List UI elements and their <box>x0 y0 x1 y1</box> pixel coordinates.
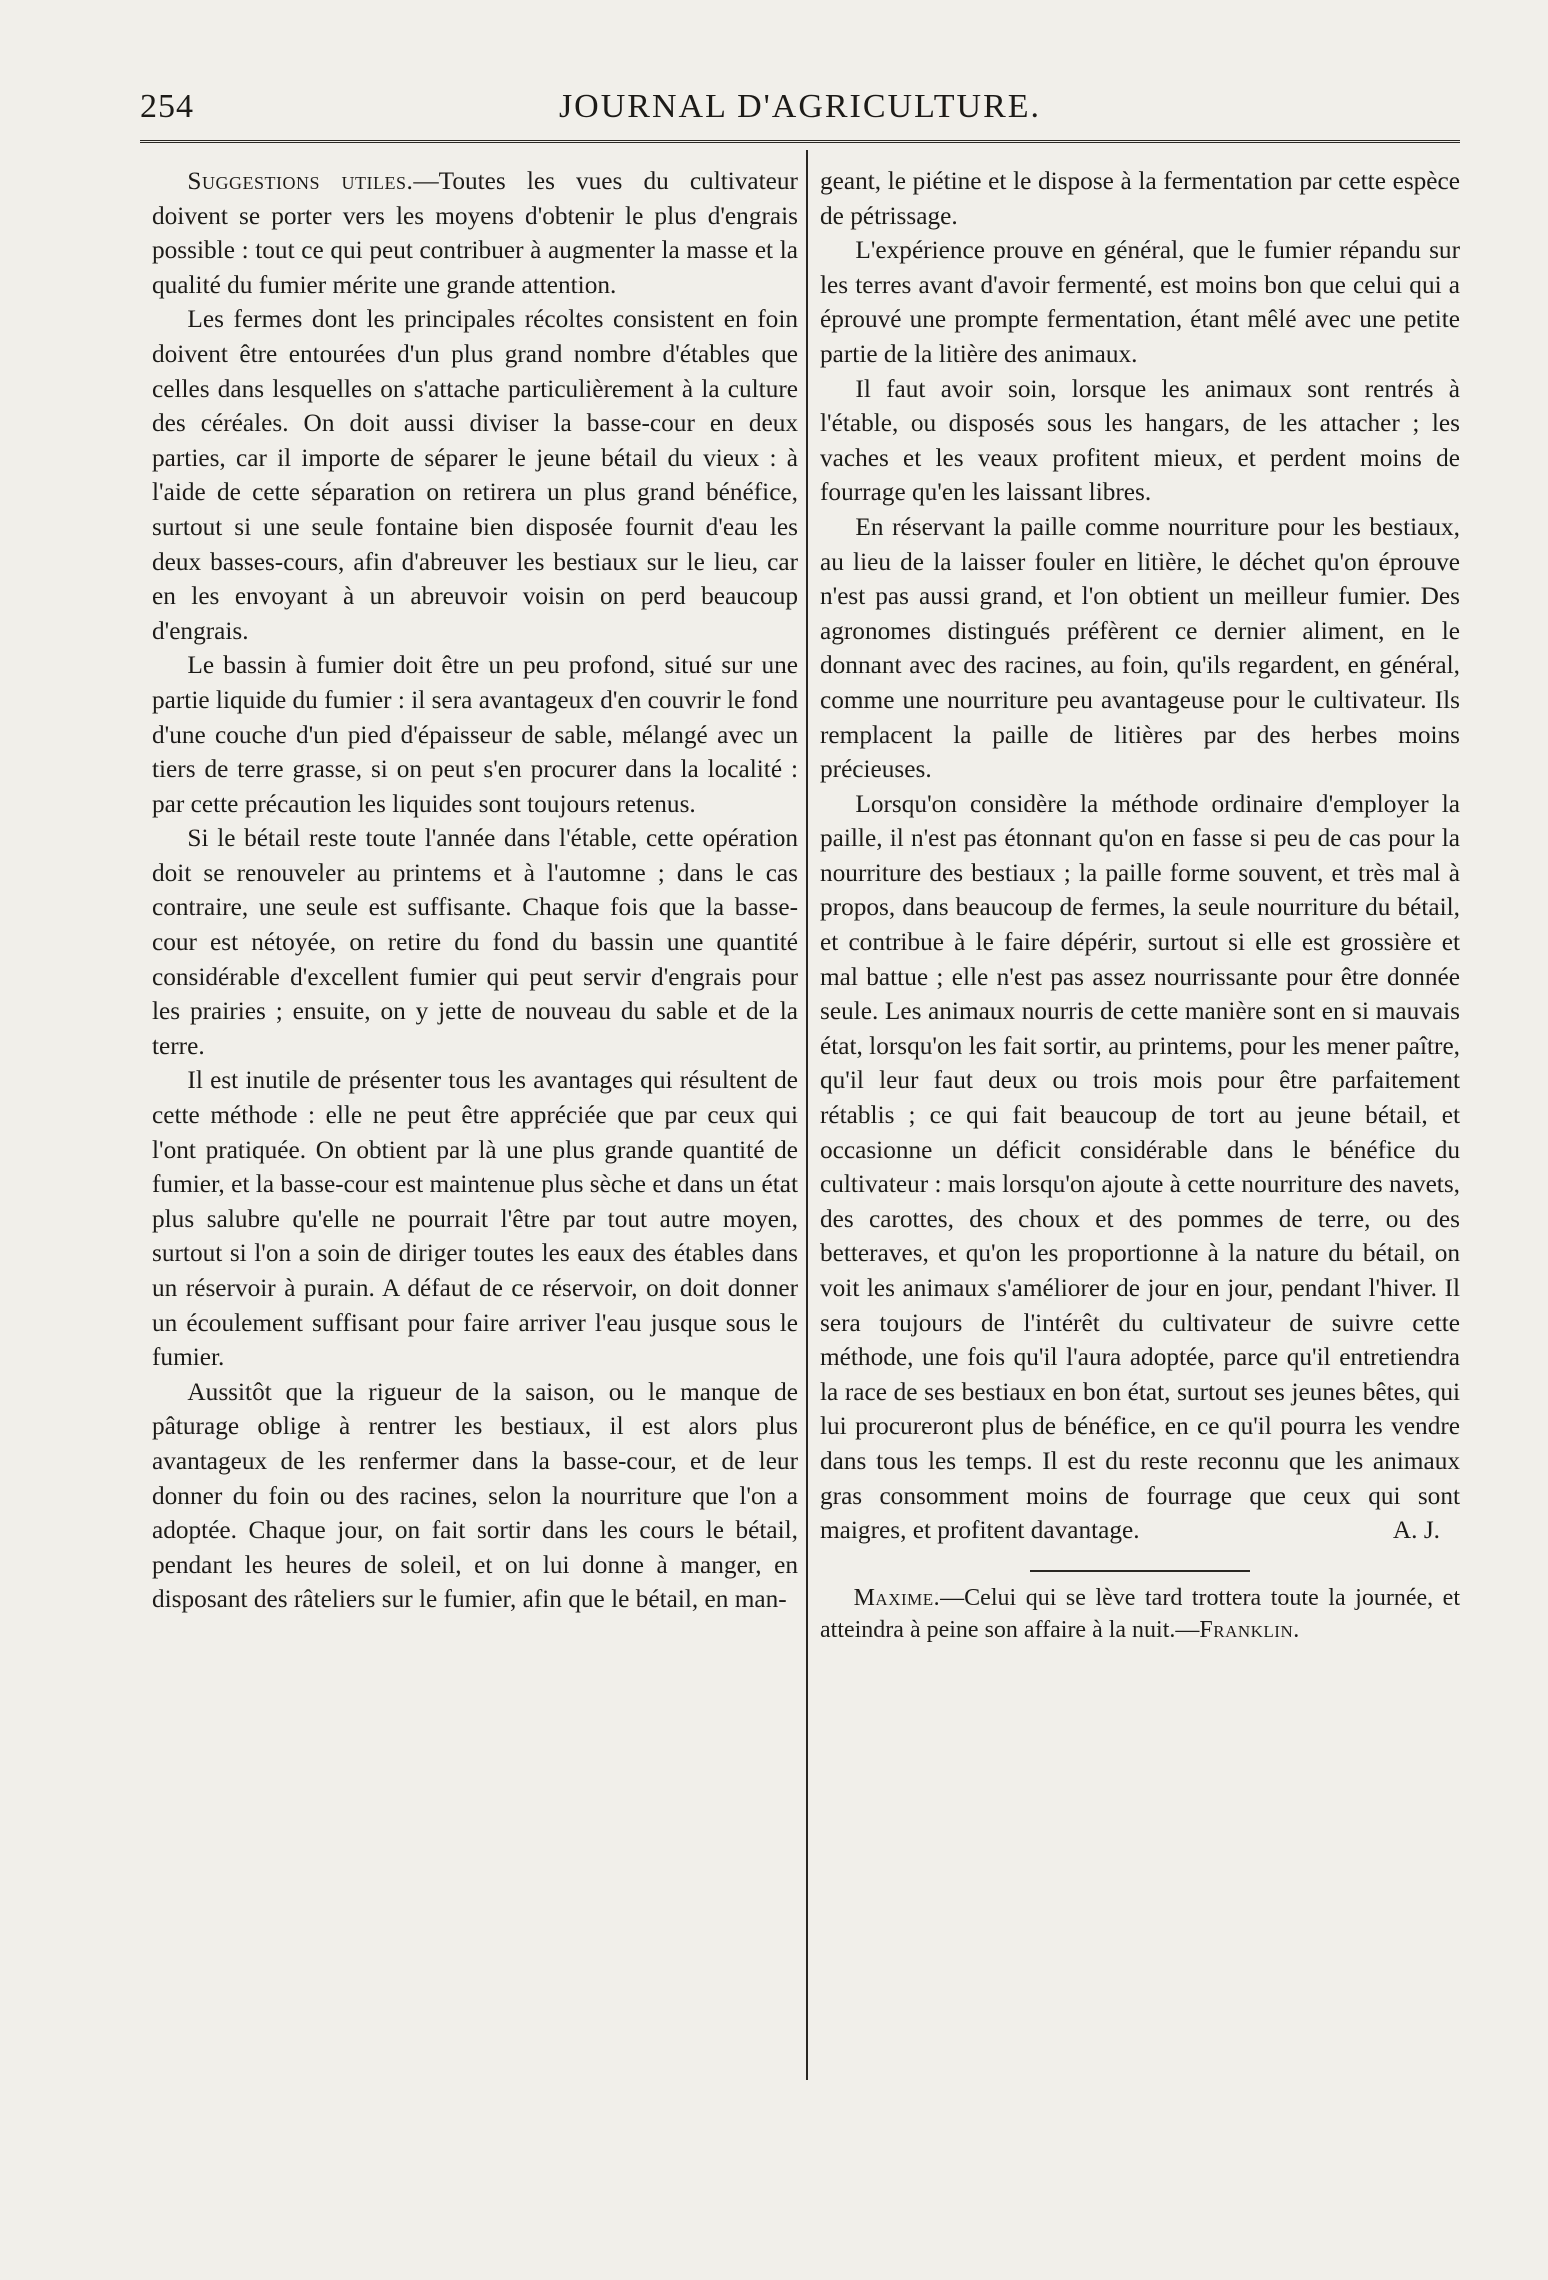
paragraph: Il faut avoir soin, lorsque les animaux sont rentrés à l'étable, ou disposés sous les hangars, de les attacher ; les vaches et les veaux profitent mieux, et perdent moins de fourrage qu'en les laissant libres. <box>820 374 1460 507</box>
paragraph: En réservant la paille comme nourriture pour les bestiaux, au lieu de la laisser fouler en litière, le déchet qu'on éprouve n'est pas aussi grand, et l'on obtient un meilleur fumier. Des agronomes distingués préfèrent ce dernier aliment, en le donnant avec des racines, au foin, qu'ils regardent, en général, comme une nourriture peu avantageuse pour le cultivateur. Ils remplacent la paille de litières par des herbes moins précieuses. <box>820 512 1460 784</box>
paragraph-text: —Toutes les vues du cultivateur doivent se porter vers les moyens d'obtenir le plus d'engrais possible : tout ce qui peut contribuer à augmenter la masse et la qualité du fumier mérite une grande attention. <box>152 167 798 299</box>
author-signature: A. J. <box>1392 1516 1440 1545</box>
paragraph: Il est inutile de présenter tous les avantages qui résultent de cette méthode : elle ne peut être appréciée que par ceux qui l'ont pratiquée. On obtient par là une plus grande quantité de fumier, et la basse-cour est maintenue plus sèche et dans un état plus salubre qu'elle ne pourrait l'être par tout autre moyen, surtout si l'on a soin de diriger toutes les eaux des étables dans un réservoir à purain. A défaut de ce réservoir, on doit donner un écoulement suffisant pour faire arriver l'eau jusque sous le fumier. <box>152 1066 798 1372</box>
paragraph: Aussitôt que la rigueur de la saison, ou le manque de pâturage oblige à rentrer les bestiaux, il est alors plus avantageux de les renfermer dans la basse-cour, et de leur donner du foin ou des racines, selon la nourriture que l'on a adoptée. Chaque jour, on fait sortir dans les cours le bétail, pendant les heures de soleil, et on lui donne à manger, en disposant des râteliers sur le fumier, afin que le bétail, en man- <box>152 1377 798 1614</box>
left-column <box>152 164 798 1617</box>
section-separator <box>1030 1570 1250 1572</box>
paragraph <box>820 787 1460 1548</box>
paragraph: Les fermes dont les principales récoltes consistent en foin doivent être entourées d'un plus grand nombre d'étables que celles dans lesquelles on s'attache particulièrement à la culture des céréales. On doit aussi diviser la basse-cour en deux parties, car il importe de séparer le jeune bétail du vieux : à l'aide de cette séparation on retirera un plus grand bénéfice, surtout si une seule fontaine bien disposée fournit d'eau les deux basses-cours, afin d'abreuver les bestiaux sur le lieu, car en les envoyant à un abreuvoir voisin on perd beaucoup d'engrais. <box>152 305 798 645</box>
maxim-text: —Celui qui se lève tard trottera toute la journée, et atteindra à peine son affaire à la nuit.— <box>820 1584 1460 1643</box>
paragraph <box>820 1582 1460 1646</box>
page-header <box>140 88 1460 138</box>
paragraph <box>152 164 798 302</box>
paragraph: L'expérience prouve en général, que le fumier répandu sur les terres avant d'avoir fermenté, est moins bon que celui qui a éprouvé une prompte fermentation, étant mêlé avec une petite partie de la litière des animaux. <box>820 236 1460 368</box>
paragraph: geant, le piétine et le dispose à la fermentation par cette espèce de pétrissage. <box>820 167 1460 230</box>
paragraph: Si le bétail reste toute l'année dans l'étable, cette opération doit se renouveler au printems et à l'automne ; dans le cas contraire, une seule est suffisante. Chaque fois que la basse-cour est nétoyée, on retire du fond du bassin une quantité considérable d'excellent fumier qui peut servir d'engrais pour les prairies ; ensuite, on y jette de nouveau du sable et de la terre. <box>152 824 798 1060</box>
paragraph-text: Lorsqu'on considère la méthode ordinaire d'employer la paille, il n'est pas étonnant qu'on en fasse si peu de cas pour la nourriture des bestiaux ; la paille forme souvent, et très mal à propos, dans beaucoup de fermes, la seule nourriture du bétail, et contribue à le faire dépérir, surtout si elle est grossière et mal battue ; elle n'est pas assez nourrissante pour être donnée seule. Les animaux nourris de cette manière sont en si mauvais état, lorsqu'on les fait sortir, au printems, pour les mener paître, qu'il leur faut deux ou trois mois pour être parfaitement rétablis ; ce qui fait beaucoup de tort au jeune bétail, et occasionne un déficit considérable dans le bénéfice du cultivateur : mais lorsqu'on ajoute à cette nourriture des navets, des carottes, des choux et des pommes de terre, ou des betteraves, et qu'on les proportionne à la nature du bétail, on voit les animaux s'améliorer de jour en jour, pendant l'hiver. Il sera toujours de l'intérêt du cultivateur de suivre cette méthode, une fois qu'il l'aura adoptée, parce qu'il entretiendra la race de ses bestiaux en bon état, surtout ses jeunes bêtes, qui lui procureront plus de bénéfice, en ce qu'il pourra les vendre dans tous les temps. Il est du reste reconnu que les animaux gras consomment moins de fourrage que ceux qui sont maigres, et profitent davantage. <box>820 789 1461 1545</box>
right-column <box>820 164 1460 1646</box>
maxim-heading: Maxime. <box>853 1584 941 1611</box>
paragraph: Le bassin à fumier doit être un peu profond, situé sur une partie liquide du fumier : il sera avantageux d'en couvrir le fond d'une couche d'un pied d'épaisseur de sable, mélangé avec un tiers de terre grasse, si on peut s'en procurer dans la localité : par cette précaution les liquides sont toujours retenus. <box>152 651 798 818</box>
maxim-block <box>820 1582 1460 1646</box>
maxim-author: Franklin. <box>1199 1616 1300 1643</box>
page-number: 254 <box>140 88 194 125</box>
section-heading: Suggestions utiles. <box>187 167 414 195</box>
column-divider <box>806 150 808 2080</box>
running-title: JOURNAL D'AGRICULTURE. <box>558 88 1042 125</box>
header-rule <box>140 140 1460 143</box>
